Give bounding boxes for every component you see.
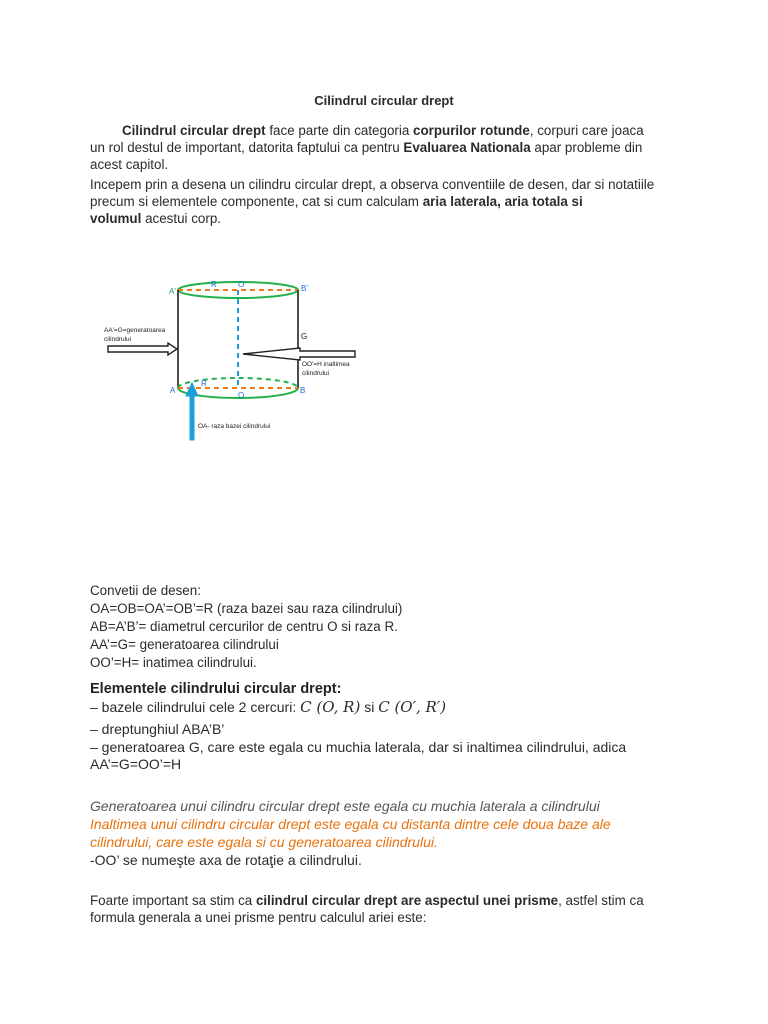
circle-formula-base: C (O, R) <box>300 698 361 716</box>
intro-line-2 <box>90 139 642 156</box>
intro-bold-round-bodies: corpurilor rotunde <box>413 123 530 138</box>
elements-item-generator: – generatoarea G, care este egala cu muchia laterala, dar si inaltimea cilindrului, adica <box>90 739 627 755</box>
label-r: R <box>201 379 207 388</box>
elements-item-generator-eq: AA’=G=OO’=H <box>90 756 182 772</box>
final-bold-prism: cilindrul circular drept are aspectul unei prisme <box>255 893 559 908</box>
convention-item: AA’=G= generatoarea cilindrului <box>90 637 279 652</box>
page-title: Cilindrul circular drept <box>314 93 454 108</box>
intro-text: apar probleme din <box>530 140 643 155</box>
label-a-prime: A' <box>169 287 176 296</box>
intro-line-5 <box>90 193 583 210</box>
intro-bold-cylinder: Cilindrul circular drept <box>122 123 266 138</box>
radius-arrow <box>186 383 198 440</box>
generator-note-line-1: AA'=G=generatoarea <box>104 327 166 334</box>
final-line-2: formula generala a unei prisme pentru calculul ariei este: <box>90 910 427 925</box>
note-generator: Generatoarea unui cilindru circular drept este egala cu muchia laterala a cilindrului <box>90 798 600 814</box>
elements-text: si <box>360 699 379 715</box>
intro-text: acestui corp. <box>141 211 221 226</box>
label-o: O <box>238 391 245 400</box>
note-axis: -OO’ se numeşte axa de rotaţie a cilindrului. <box>90 852 362 868</box>
label-a: A <box>170 386 176 395</box>
elements-item-rectangle: – dreptunghiul ABA’B’ <box>90 721 225 737</box>
note-height-line-1: Inaltimea unui cilindru circular drept este egala cu distanta dintre cele doua baze ale <box>90 816 611 832</box>
note-height-line-2: cilindrului, care este egala si cu generatoarea cilindrului. <box>90 834 438 850</box>
intro-bold-evaluation: Evaluarea Nationala <box>403 140 531 155</box>
generator-arrow <box>108 343 177 355</box>
intro-bold-areas: aria laterala, aria totala si <box>422 194 583 209</box>
intro-line-4: Incepem prin a desena un cilindru circular drept, a observa conventiile de desen, dar si notatiile <box>90 177 655 192</box>
height-note-line-1: OO'=H inaltimea <box>302 361 350 368</box>
elements-item-bases <box>90 699 446 716</box>
intro-line-1 <box>122 122 644 139</box>
convention-item: AB=A’B’= diametrul cercurilor de centru O si raza R. <box>90 619 398 634</box>
circle-formula-top: C (O′, R′) <box>378 698 447 716</box>
intro-text: un rol destul de important, datorita faptului ca pentru <box>90 140 404 155</box>
intro-text: precum si elementele componente, cat si cum calculam <box>90 194 423 209</box>
intro-text: face parte din categoria <box>265 123 413 138</box>
radius-note: OA- raza bazei cilindrului <box>198 423 271 430</box>
intro-line-6 <box>90 210 221 227</box>
convention-item: OA=OB=OA’=OB’=R (raza bazei sau raza cilindrului) <box>90 601 403 616</box>
intro-line-3: acest capitol. <box>90 157 169 172</box>
label-r-top: R <box>211 280 217 289</box>
label-b: B <box>300 386 306 395</box>
final-text: Foarte important sa stim ca <box>90 893 256 908</box>
conventions-heading: Convetii de desen: <box>90 583 201 598</box>
label-g: G <box>301 332 308 341</box>
final-line-1 <box>90 892 644 909</box>
convention-item: OO’=H= inatimea cilindrului. <box>90 655 257 670</box>
height-arrow <box>243 348 355 360</box>
intro-bold-volume: volumul <box>90 211 142 226</box>
final-text: , astfel stim ca <box>558 893 644 908</box>
elements-text: – bazele cilindrului cele 2 cercuri: <box>90 699 301 715</box>
label-o-prime: O' <box>238 280 246 289</box>
elements-heading: Elementele cilindrului circular drept: <box>90 681 342 697</box>
label-b-prime: B' <box>301 284 308 293</box>
height-note-line-2: cilindrului <box>302 370 330 377</box>
generator-note-line-2: cilindrului <box>104 336 132 343</box>
intro-text: , corpuri care joaca <box>529 123 644 138</box>
cylinder-diagram <box>0 260 768 450</box>
